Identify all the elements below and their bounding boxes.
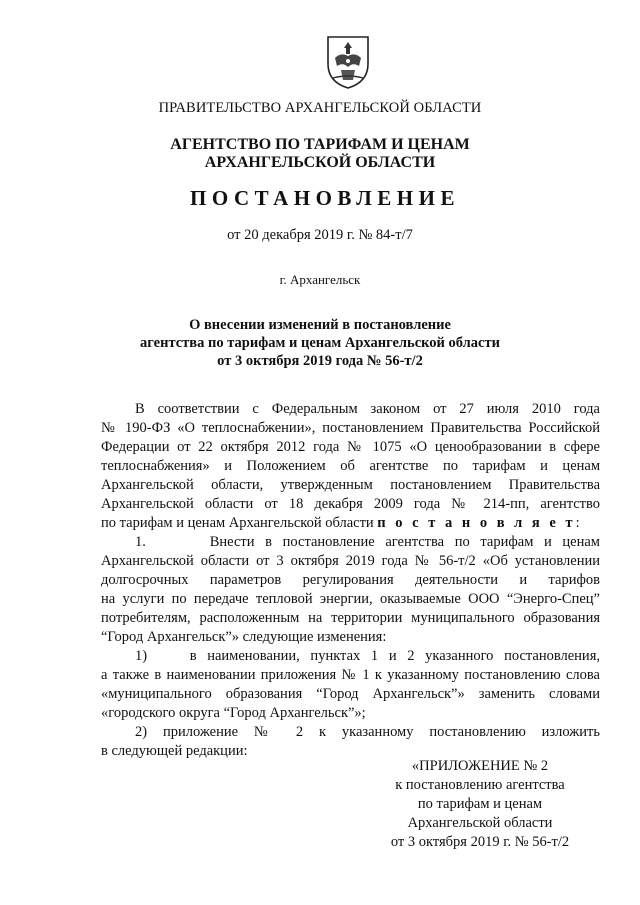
body-line: Архангельской области от 18 декабря 2009 года № 214-пп, агентство (101, 496, 600, 512)
agency-name-line2: АРХАНГЕЛЬСКОЙ ОБЛАСТИ (204, 154, 436, 171)
appendix-line1: «ПРИЛОЖЕНИЕ № 2 (411, 758, 549, 774)
appendix-line4: Архангельской области (407, 815, 553, 831)
document-city: г. Архангельск (279, 272, 361, 287)
appendix-line3: по тарифам и ценам (417, 796, 543, 812)
body-line: Архангельской области, утвержденным постановлением Правительства (101, 477, 600, 493)
body-line: В соответствии с Федеральным законом от 27 июля 2010 года (135, 401, 600, 417)
document-subject (0, 316, 640, 370)
subject-line3: от 3 октября 2019 года № 56-т/2 (217, 353, 423, 369)
body-line: долгосрочных параметров регулирования деятельности и тарифов (101, 572, 600, 588)
body-line: “Город Архангельск”» следующие изменения: (101, 629, 387, 645)
body-line: «городского округа “Город Архангельск”»; (101, 705, 366, 721)
agency-name-line1: АГЕНТСТВО ПО ТАРИФАМ И ЦЕНАМ (170, 136, 470, 153)
body-line: в следующей редакции: (101, 743, 248, 759)
body-line: № 190-ФЗ «О теплоснабжении», постановлением Правительства Российской (101, 420, 600, 436)
government-name: ПРАВИТЕЛЬСТВО АРХАНГЕЛЬСКОЙ ОБЛАСТИ (158, 100, 482, 116)
body-line: а также в наименовании приложения № 1 к указанному постановлению слова (101, 667, 600, 683)
body-line: 1. Внести в постановление агентства по тарифам и ценам (135, 534, 600, 550)
body-line: Архангельской области от 3 октября 2019 года № 56-т/2 «Об установлении (101, 553, 600, 569)
body-line: 1) в наименовании, пунктах 1 и 2 указанного постановления, (135, 648, 600, 664)
body-line (101, 515, 600, 532)
decree-word: п о с т а н о в л я е т (377, 515, 576, 531)
body-line: теплоснабжения» и Положением об агентстве по тарифам и ценам (101, 458, 600, 474)
agency-name (0, 136, 640, 172)
body-line: «муниципального образования “Город Архангельск”» заменить словами (101, 686, 600, 702)
decree-colon: : (575, 515, 580, 531)
appendix-line2: к постановлению агентства (395, 777, 565, 793)
body-line: Федерации от 22 октября 2012 года № 1075 «О ценообразовании в сфере (101, 439, 600, 455)
body-line: 2) приложение № 2 к указанному постановлению изложить (135, 724, 600, 740)
coat-of-arms-icon (325, 34, 371, 90)
appendix-line5: от 3 октября 2019 г. № 56-т/2 (390, 834, 570, 850)
body-text: по тарифам и ценам Архангельской области (101, 515, 374, 531)
body-line: на услуги по передаче тепловой энергии, оказываемые ООО “Энерго-Спец” (101, 591, 600, 607)
body-line: потребителям, расположенным на территории муниципального образования (101, 610, 600, 626)
subject-line2: агентства по тарифам и ценам Архангельской области (140, 335, 500, 351)
document-date-number: от 20 декабря 2019 г. № 84-т/7 (227, 227, 413, 243)
document-title: ПОСТАНОВЛЕНИЕ (190, 186, 460, 210)
subject-line1: О внесении изменений в постановление (189, 317, 451, 333)
appendix-heading (360, 757, 600, 852)
